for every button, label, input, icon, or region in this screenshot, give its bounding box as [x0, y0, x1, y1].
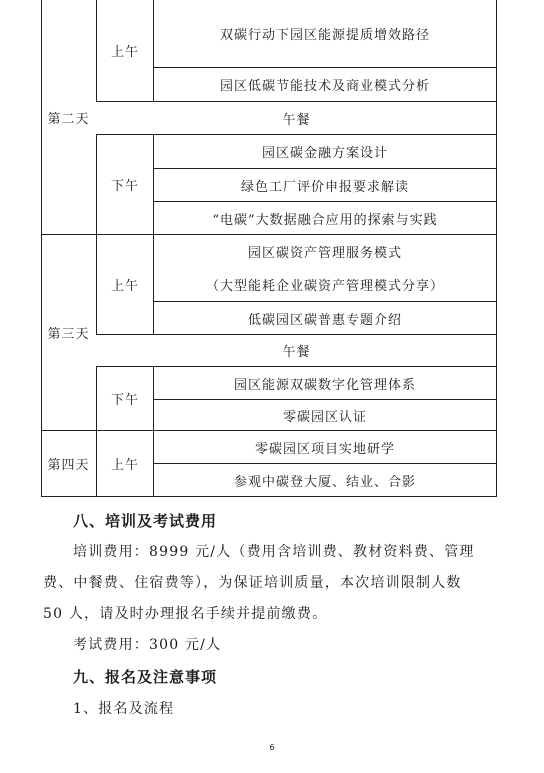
session-item: 零碳园区认证	[282, 409, 367, 425]
session-item: （大型能耗企业碳资产管理模式分享）	[205, 279, 444, 294]
day-label: 第四天	[47, 458, 90, 473]
session-item: 参观中碳登大厦、结业、合影	[233, 474, 416, 490]
fee-paragraph-line: 费、中餐费、住宿费等），为保证培训质量，本次培训限制人数	[43, 575, 462, 591]
session-item: 园区碳资产管理服务模式	[247, 246, 402, 261]
session-item: 园区碳金融方案设计	[261, 146, 388, 161]
section-heading-fees: 八、培训及考试费用	[73, 512, 218, 530]
period-label: 下午	[110, 393, 139, 408]
fee-paragraph-line: 50 人，请及时办理报名手续并提前缴费。	[43, 606, 328, 622]
subsection-heading: 1、报名及流程	[73, 701, 175, 717]
session-item: “电碳”大数据融合应用的探索与实践	[212, 212, 438, 228]
session-item: 双碳行动下园区能源提质增效路径	[219, 28, 430, 43]
day-label: 第二天	[47, 111, 90, 127]
period-label: 上午	[110, 458, 139, 473]
table-border-bottom	[41, 496, 497, 497]
fee-paragraph-line: 培训费用：8999 元/人（费用含培训费、教材资料费、管理	[73, 544, 475, 560]
period-label: 下午	[110, 179, 139, 194]
session-item: 零碳园区项目实地研学	[254, 441, 395, 457]
session-item: 园区能源双碳数字化管理体系	[233, 377, 416, 393]
session-item: 低碳园区碳普惠专题介绍	[247, 312, 402, 328]
session-item: 绿色工厂评价申报要求解读	[240, 179, 409, 195]
exam-fee: 考试费用：300 元/人	[73, 637, 222, 653]
lunch-row: 午餐	[282, 112, 311, 128]
table-border-right	[496, 0, 497, 497]
day-label: 第三天	[47, 327, 90, 342]
period-label: 上午	[110, 45, 139, 60]
session-item: 园区低碳节能技术及商业模式分析	[219, 79, 430, 94]
lunch-row: 午餐	[282, 345, 311, 360]
page-number: 6	[269, 743, 275, 752]
section-heading-registration: 九、报名及注意事项	[73, 668, 218, 686]
schedule-table	[41, 0, 497, 497]
period-label: 上午	[110, 279, 139, 294]
